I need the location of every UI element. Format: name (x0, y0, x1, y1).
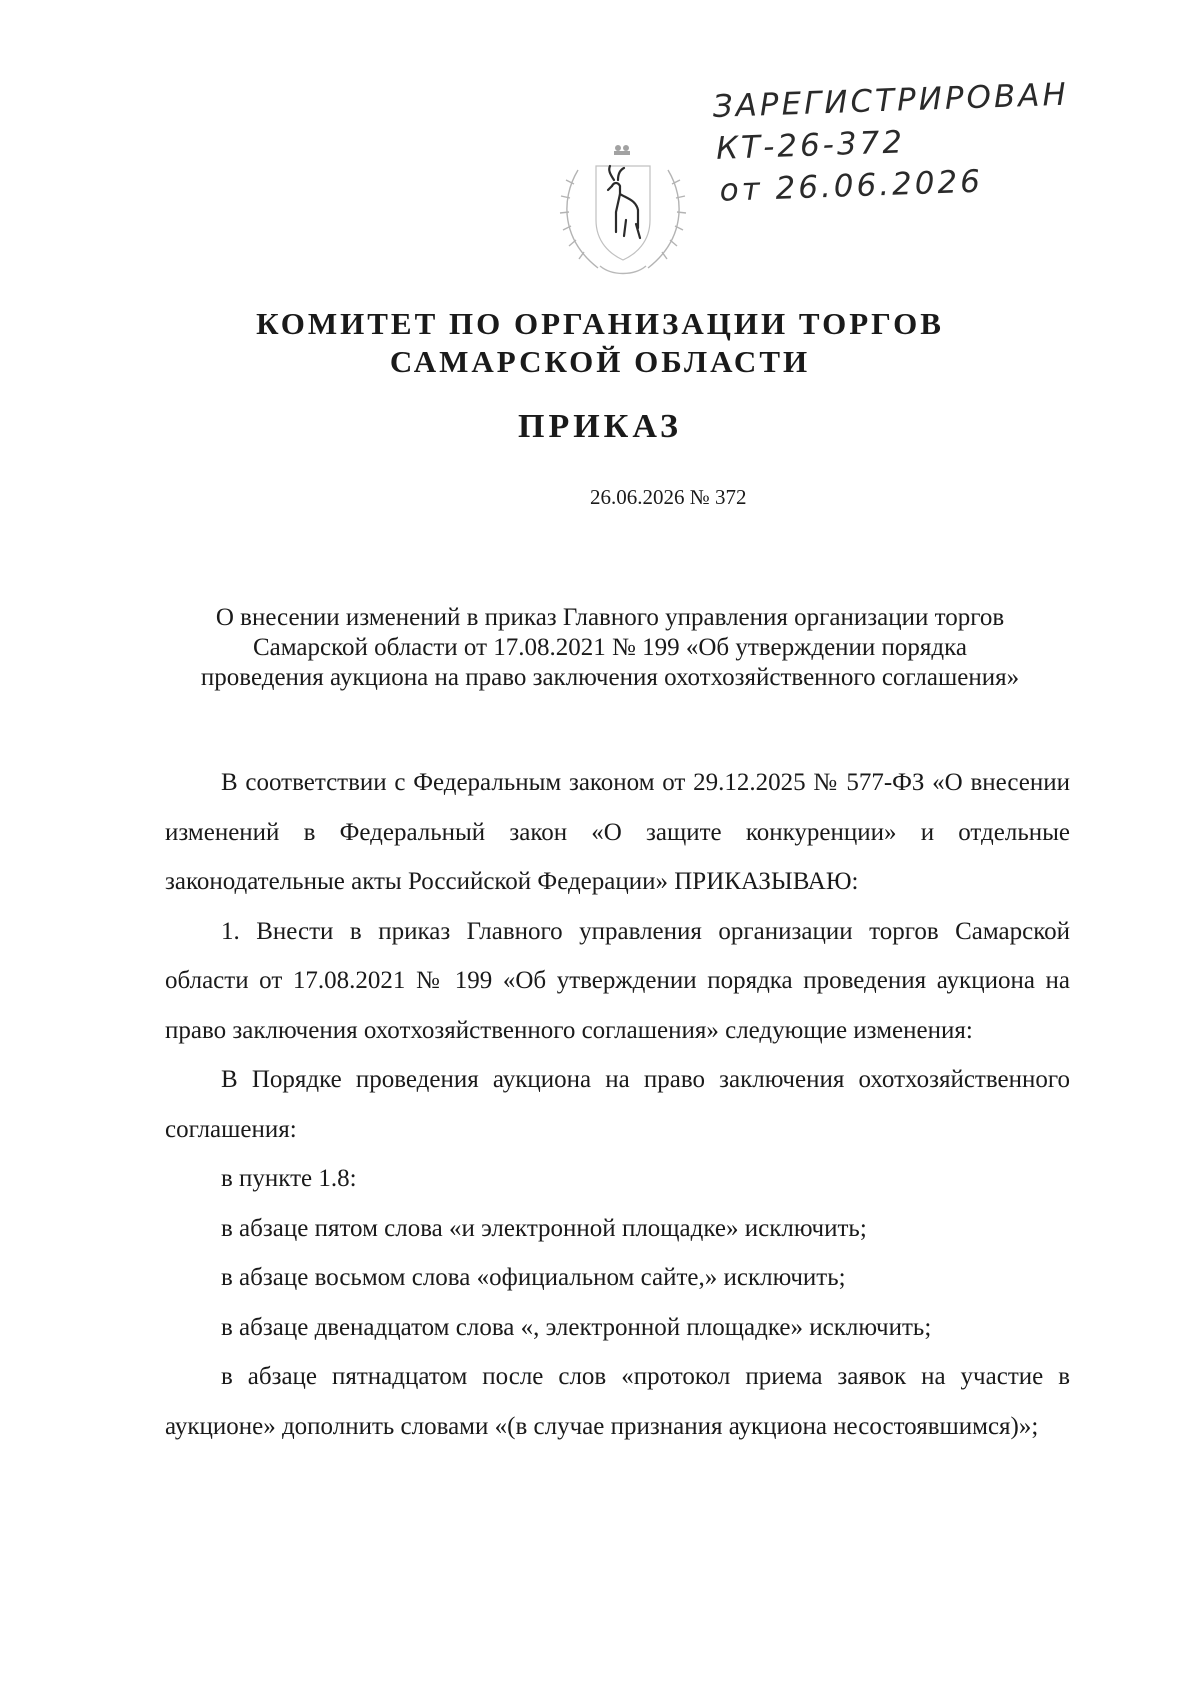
body-paragraph: 1. Внести в приказ Главного управления организации торгов Самарской области от 17.08.2021 № 199 «Об утверждении порядка проведения аукциона на право заключения охотхозяйственного соглашения» следующие изменения: (165, 917, 1070, 1044)
order-date-number: 26.06.2026 № 372 (590, 485, 747, 509)
registration-stamp (712, 73, 1076, 211)
organization-name (0, 305, 1200, 381)
body-paragraph: В соответствии с Федеральным законом от 29.12.2025 № 577-ФЗ «О внесении изменений в Федеральный закон «О защите конкуренции» и отдельные законодательные акты Российской Федерации» ПРИКАЗЫВАЮ: (165, 769, 1070, 895)
body-paragraph: в абзаце пятнадцатом после слов «протокол приема заявок на участие в аукционе» дополнить словами «(в случае признания аукциона несостоявшимся)»; (165, 1363, 1070, 1440)
organization-name-line2: САМАРСКОЙ ОБЛАСТИ (389, 344, 811, 379)
subject-line3: проведения аукциона на право заключения охотхозяйственного соглашения» (200, 664, 1020, 691)
body-paragraph: В Порядке проведения аукциона на право заключения охотхозяйственного соглашения: (165, 1066, 1070, 1143)
stamp-line-registered: ЗАРЕГИСТРИРОВАН (712, 76, 1070, 125)
body-paragraph: в пункте 1.8: (221, 1165, 357, 1192)
body-paragraph: в абзаце двенадцатом слова «, электронной площадке» исключить; (221, 1313, 932, 1341)
stamp-line-reg-number: КТ-26-372 (715, 124, 906, 167)
stamp-line-reg-date: от 26.06.2026 (719, 163, 984, 209)
samara-region-emblem (548, 140, 698, 282)
document-type-title: ПРИКАЗ (518, 408, 682, 445)
subject-line1: О внесении изменений в приказ Главного управления организации торгов (215, 604, 1005, 631)
order-body (165, 758, 1070, 1451)
order-subject (150, 603, 1070, 693)
organization-name-line1: КОМИТЕТ ПО ОРГАНИЗАЦИИ ТОРГОВ (256, 306, 944, 341)
body-paragraph: в абзаце восьмом слова «официальном сайте,» исключить; (221, 1264, 846, 1291)
subject-line2: Самарской области от 17.08.2021 № 199 «Об утверждении порядка (252, 634, 968, 661)
body-paragraph: в абзаце пятом слова «и электронной площадке» исключить; (221, 1214, 867, 1242)
